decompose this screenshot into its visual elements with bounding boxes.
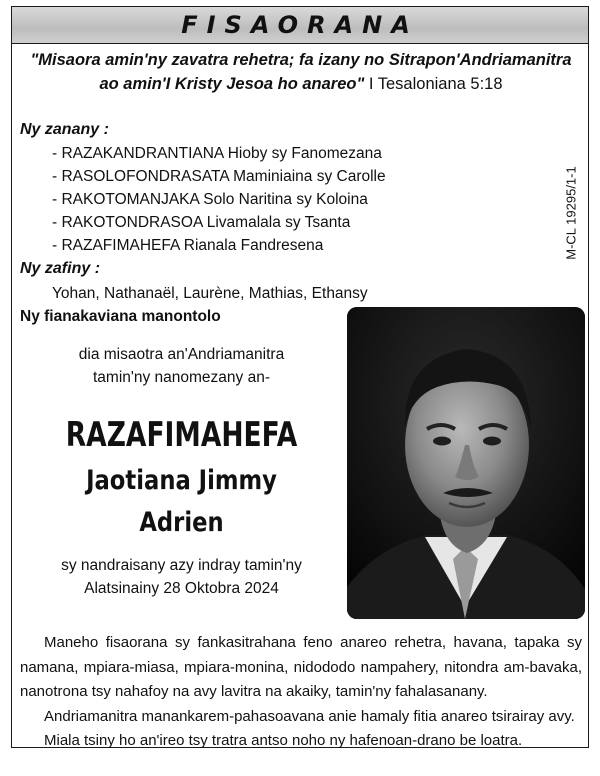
child-item: - RAZAFIMAHEFA Rianala Fandresena — [52, 237, 324, 254]
banner-title: FISAORANA — [181, 11, 419, 39]
thanks-paragraph: Miala tsiny ho an'ireo tsy tratra antso noho ny hafenoan-drano be loatra. — [44, 732, 523, 749]
child-item: - RAKOTONDRASOA Livamalala sy Tsanta — [52, 214, 351, 231]
header-banner — [12, 7, 588, 44]
family-line: Ny fianakaviana manontolo — [20, 308, 221, 325]
notice-frame — [11, 6, 589, 748]
verse-reference: I Tesaloniana 5:18 — [364, 75, 503, 93]
children-heading: Ny zanany : — [20, 121, 109, 138]
grandchildren-names: Yohan, Nathanaël, Laurène, Mathias, Ethansy — [52, 285, 368, 302]
reference-code — [560, 153, 582, 273]
verse-quote: "Misaora amin'ny zavatra rehetra; fa izany no Sitrapon'Andriamanitra ao amin'I Kristy Jesoa ho anareo" — [30, 51, 572, 93]
reference-code-text: M-CL 19295/1-1 — [563, 166, 579, 260]
child-item: - RASOLOFONDRASATA Maminiaina sy Carolle — [52, 168, 386, 185]
thanks-paragraph: Maneho fisaorana sy fankasitrahana feno anareo rehetra, havana, tapaka sy namana, mpiara-miasa, mpiara-monina, nidododo nampahery, nitondra am-bavaka, nanotrona tsy nahafoy na avy lavitra na akaiky, tamin'ny fahalasanany. — [20, 634, 582, 700]
child-item: - RAKOTOMANJAKA Solo Naritina sy Koloina — [52, 191, 368, 208]
intro-line-2: tamin'ny nanomezany an- — [92, 369, 270, 386]
deceased-given-name-1: Jaotiana Jimmy — [86, 465, 277, 496]
rebirth-date: Alatsinainy 28 Oktobra 2024 — [84, 580, 279, 597]
thanks-paragraph: Andriamanitra manankarem-pahasoavana anie hamaly fitia anareo tsirairay avy. — [44, 707, 575, 725]
deceased-surname: RAZAFIMAHEFA — [65, 415, 298, 455]
deceased-given-name-2: Adrien — [139, 507, 224, 538]
portrait-photo — [347, 307, 585, 619]
portrait-illustration — [347, 307, 585, 619]
bible-verse — [20, 48, 582, 96]
child-item: - RAZAKANDRANTIANA Hioby sy Fanomezana — [52, 145, 382, 162]
intro-line-1: dia misaotra an'Andriamanitra — [78, 346, 285, 363]
rebirth-line-1: sy nandraisany azy indray tamin'ny — [61, 557, 302, 574]
thanks-paragraphs — [20, 631, 582, 754]
grandchildren-heading: Ny zafiny : — [20, 260, 101, 277]
